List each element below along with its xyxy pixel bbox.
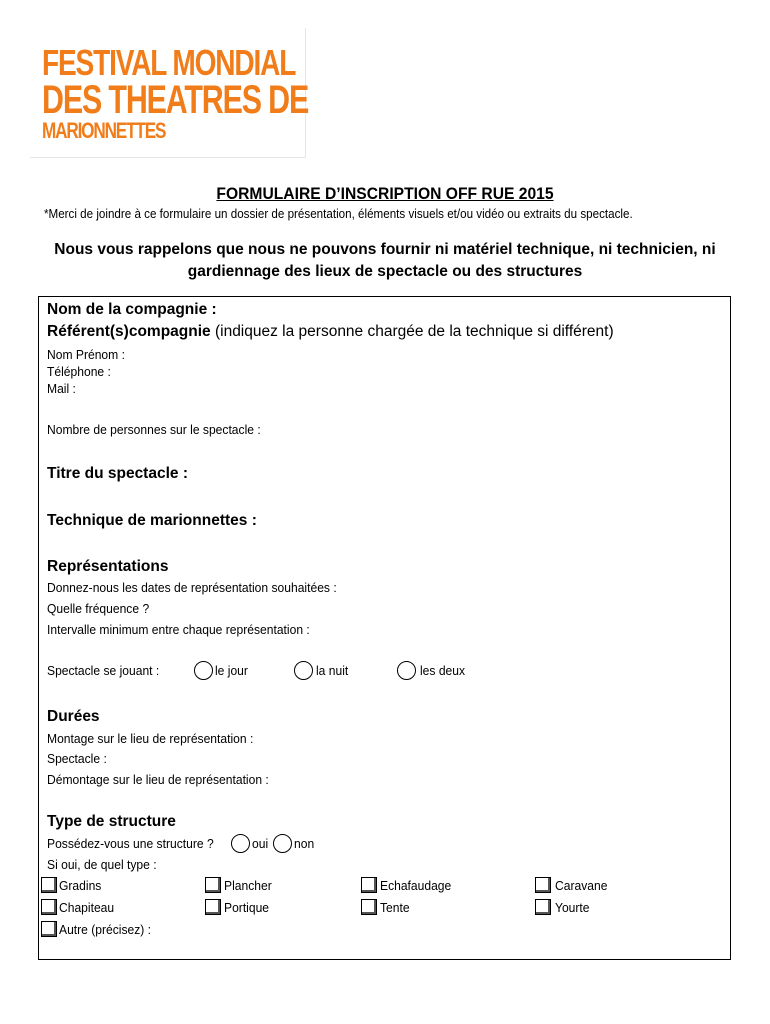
radio-both[interactable]	[397, 661, 416, 680]
checkbox-echafaudage-label: Echafaudage	[380, 878, 452, 893]
mail-field[interactable]: Mail :	[47, 381, 76, 396]
logo-line-3: MARIONNETTES	[42, 118, 166, 143]
checkbox-autre-label: Autre (précisez) :	[59, 922, 152, 937]
form-title: FORMULAIRE D’INSCRIPTION OFF RUE 2015	[216, 184, 554, 203]
radio-yes[interactable]	[231, 834, 250, 853]
checkbox-gradins-label: Gradins	[59, 878, 102, 893]
equipment-notice: Nous vous rappelons que nous ne pouvons fournir ni matériel technique, ni technicien, ni gardiennage des lieux de spectacle ou des structures	[54, 241, 716, 280]
checkbox-plancher[interactable]	[205, 877, 221, 893]
radio-night[interactable]	[294, 661, 313, 680]
radio-day-label: le jour	[215, 663, 248, 678]
checkbox-yourte[interactable]	[535, 899, 551, 915]
checkbox-autre[interactable]	[41, 921, 57, 937]
referent-bold: Référent(s)compagnie	[47, 323, 211, 340]
teardown-field[interactable]: Démontage sur le lieu de représentation :	[47, 772, 269, 787]
playing-label: Spectacle se jouant :	[47, 663, 160, 678]
checkbox-tente-label: Tente	[380, 900, 410, 915]
setup-field[interactable]: Montage sur le lieu de représentation :	[47, 731, 254, 746]
dates-field[interactable]: Donnez-nous les dates de représentation souhaitées :	[47, 580, 337, 595]
checkbox-chapiteau[interactable]	[41, 899, 57, 915]
own-structure-label: Possédez-vous une structure ?	[47, 836, 214, 851]
checkbox-portique-label: Portique	[224, 900, 270, 915]
structure-heading: Type de structure	[47, 813, 176, 830]
attachment-note: *Merci de joindre à ce formulaire un dossier de présentation, éléments visuels et/ou vidéo ou extraits du spectacle.	[44, 207, 633, 221]
checkbox-caravane-label: Caravane	[555, 878, 608, 893]
radio-yes-label: oui	[252, 836, 269, 851]
people-count-field[interactable]: Nombre de personnes sur le spectacle :	[47, 422, 261, 437]
referent-label	[47, 323, 614, 341]
checkbox-gradins[interactable]	[41, 877, 57, 893]
referent-hint: (indiquez la personne chargée de la technique si différent)	[210, 323, 614, 340]
checkbox-tente[interactable]	[361, 899, 377, 915]
frequency-field[interactable]: Quelle fréquence ?	[47, 601, 150, 616]
interval-field[interactable]: Intervalle minimum entre chaque représentation :	[47, 622, 310, 637]
radio-night-label: la nuit	[316, 663, 349, 678]
radio-no-label: non	[294, 836, 315, 851]
radio-both-label: les deux	[420, 663, 466, 678]
name-field[interactable]: Nom Prénom :	[47, 347, 125, 362]
technique-field[interactable]: Technique de marionnettes :	[47, 512, 257, 529]
checkbox-portique[interactable]	[205, 899, 221, 915]
show-title-field[interactable]: Titre du spectacle :	[47, 465, 188, 482]
checkbox-chapiteau-label: Chapiteau	[59, 900, 115, 915]
logo-line-1: FESTIVAL MONDIAL	[42, 42, 296, 83]
structure-type-label: Si oui, de quel type :	[47, 857, 157, 872]
radio-day[interactable]	[194, 661, 213, 680]
checkbox-plancher-label: Plancher	[224, 878, 272, 893]
checkbox-echafaudage[interactable]	[361, 877, 377, 893]
logo-line-2: DES THEATRES DE	[42, 78, 309, 122]
company-name-field[interactable]: Nom de la compagnie :	[47, 301, 217, 318]
festival-logo	[30, 28, 309, 158]
phone-field[interactable]: Téléphone :	[47, 364, 111, 379]
show-duration-field[interactable]: Spectacle :	[47, 751, 107, 766]
durations-heading: Durées	[47, 708, 100, 725]
checkbox-caravane[interactable]	[535, 877, 551, 893]
representations-heading: Représentations	[47, 558, 169, 575]
checkbox-yourte-label: Yourte	[555, 900, 590, 915]
radio-no[interactable]	[273, 834, 292, 853]
